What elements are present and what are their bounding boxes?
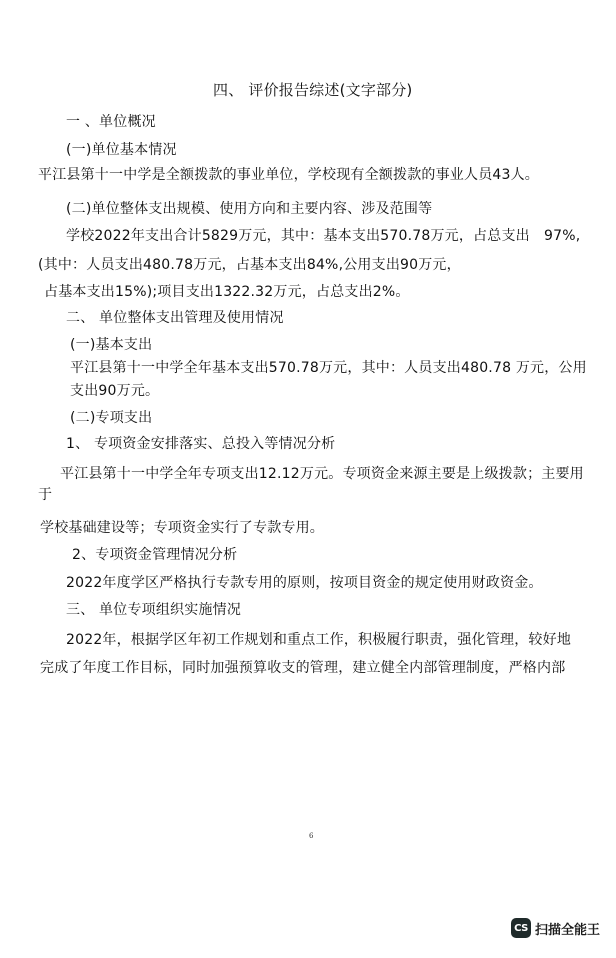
section-2-heading: 二、 单位整体支出管理及使用情况 — [66, 310, 284, 326]
paragraph-1-2-line-3: 占基本支出15%);项目支出1322.32万元，占总支出2%。 — [44, 284, 410, 300]
camscanner-app-name: 扫描全能王 — [535, 922, 601, 938]
paragraph-2-2-2: 2022年度学区严格执行专款专用的原则，按项目资金的规定使用财政资金。 — [66, 575, 543, 591]
paragraph-3-line-1: 2022年，根据学区年初工作规划和重点工作，积极履行职责，强化管理，较好地 — [66, 632, 572, 648]
paragraph-1-2-line-1: 学校2022年支出合计5829万元，其中：基本支出570.78万元，占总支出 97%, — [66, 228, 581, 244]
page-number: 6 — [309, 832, 314, 840]
item-2-2-2-heading: 2、专项资金管理情况分析 — [72, 547, 238, 563]
subsection-2-2-heading: (二)专项支出 — [70, 410, 153, 426]
paragraph-2-2-1-line-2: 于 — [38, 487, 53, 503]
paragraph-3-line-2: 完成了年度工作目标，同时加强预算收支的管理，建立健全内部管理制度，严格内部 — [40, 660, 566, 676]
paragraph-2-2-1-line-3: 学校基础建设等；专项资金实行了专款专用。 — [40, 520, 324, 536]
item-2-2-1-heading: 1、 专项资金安排落实、总投入等情况分析 — [66, 436, 336, 452]
subsection-1-1-heading: (一)单位基本情况 — [66, 142, 177, 158]
camscanner-logo-icon: CS — [511, 918, 531, 938]
paragraph-1-1: 平江县第十一中学是全额拨款的事业单位，学校现有全额拨款的事业人员43人。 — [38, 167, 540, 183]
subsection-1-2-heading: (二)单位整体支出规模、使用方向和主要内容、涉及范围等 — [66, 201, 433, 217]
paragraph-2-1-line-2: 支出90万元。 — [70, 383, 160, 399]
report-title: 四、 评价报告综述(文字部分) — [213, 81, 413, 99]
subsection-2-1-heading: (一)基本支出 — [70, 337, 153, 353]
scanner-watermark — [511, 918, 600, 938]
section-3-heading: 三、 单位专项组织实施情况 — [66, 602, 242, 618]
paragraph-1-2-line-2: (其中：人员支出480.78万元，占基本支出84%,公用支出90万元， — [38, 257, 461, 273]
section-1-heading: 一 、单位概况 — [66, 114, 156, 130]
paragraph-2-2-1-line-1: 平江县第十一中学全年专项支出12.12万元。专项资金来源主要是上级拨款；主要用 — [60, 466, 584, 482]
paragraph-2-1-line-1: 平江县第十一中学全年基本支出570.78万元，其中：人员支出480.78 万元，公用 — [70, 360, 587, 376]
